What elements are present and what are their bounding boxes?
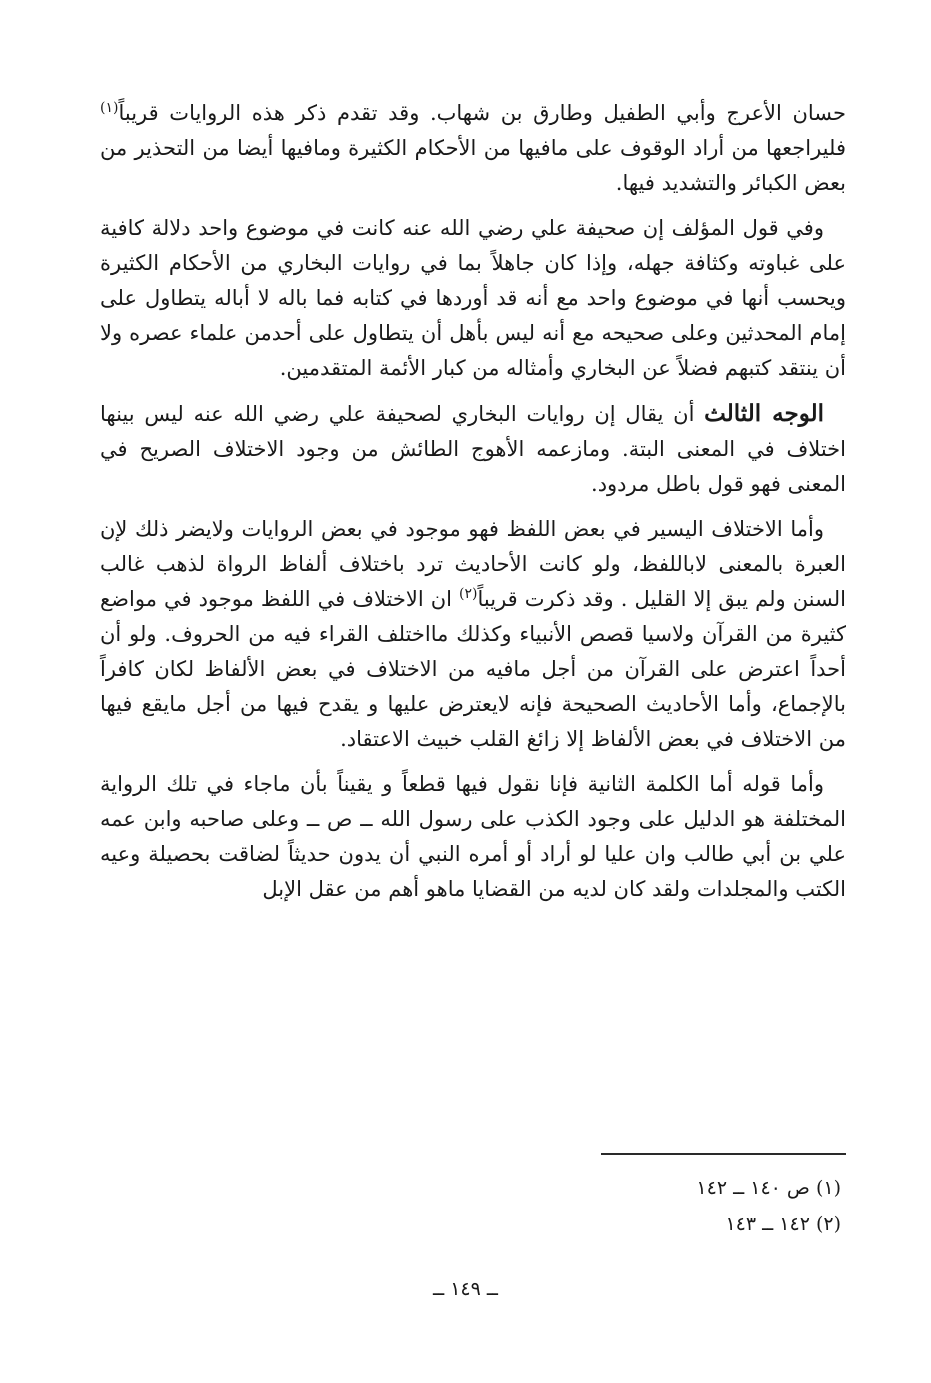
- paragraph-5: [100, 767, 846, 907]
- footnote-2: (٢) ١٤٢ ــ ١٤٣: [725, 1213, 841, 1235]
- paragraph-1-text: حسان الأعرج وأبي الطفيل وطارق بن شهاب. وقد تقدم ذكر هذه الروايات قريباً: [118, 101, 846, 125]
- footnote-ref-1[interactable]: (١): [100, 100, 119, 116]
- footnote-1: (١) ص ١٤٠ ــ ١٤٢: [696, 1177, 841, 1199]
- paragraph-4-text-continued: ان الاختلاف في اللفظ موجود في مواضع كثيرة من القرآن ولاسيا قصص الأنبياء وكذلك مااختلف القراء فيه من الحروف. ولو أن أحداً اعترض على القرآن من أجل مافيه من الاختلاف في بعض الألفاظ لكان كافراً بالإجماع، وأما الأحاديث الصحيحة فإنه لايعترض عليها و يقدح فيها من أجل مايقع فيها من الاختلاف في بعض الألفاظ إلا زائغ القلب خبيث الاعتقاد.: [100, 587, 847, 751]
- page-body: [100, 96, 846, 907]
- paragraph-2-text: وفي قول المؤلف إن صحيفة علي رضي الله عنه كانت في موضوع واحد دلالة كافية على غباوته وكثافة جهله، وإذا كان جاهلاً بما في روايات البخاري من الأحكام الكثيرة ويحسب أنها في موضوع واحد مع أنه قد أوردها في كتابه فما باله لا أباله يتطاول على إمام المحدثين وعلى صحيحه مع أنه ليس بأهل أن يتطاول على أحدمن علماء عصره ولا أن ينتقد كتبهم فضلاً عن البخاري وأمثاله من كبار الأئمة المتقدمين.: [100, 216, 846, 380]
- paragraph-1-text-continued: فليراجعها من أراد الوقوف على مافيها من الأحكام الكثيرة ومافيها أيضا من التحذير من بعض الكبائر والتشديد فيها.: [100, 136, 846, 195]
- page-number: ــ ١٤٩ ــ: [433, 1278, 498, 1300]
- section-heading: الوجه الثالث: [704, 400, 824, 427]
- paragraph-3: [100, 396, 846, 502]
- paragraph-4: [100, 512, 846, 757]
- footnote-divider: [601, 1153, 846, 1155]
- paragraph-5-text: وأما قوله أما الكلمة الثانية فإنا نقول فيها قطعاً و يقيناً بأن ماجاء في تلك الرواية المختلفة هو الدليل على وجود الكذب على رسول الله ــ ص ــ وعلى صاحبه وابن عمه علي بن أبي طالب وان عليا لو أراد أو أمره النبي أن يدون حديثاً لضاقت بحصيلة وعيه الكتب والمجلدات ولقد كان لديه من القضايا ماهو أهم من عقل الإبل: [100, 772, 846, 901]
- footnote-ref-2[interactable]: (٢): [459, 586, 478, 602]
- paragraph-3-text: أن يقال إن روايات البخاري لصحيفة علي رضي الله عنه ليس بينها اختلاف في المعنى البتة. ومازعمه الأهوج الطائش من وجود الاختلاف الصريح في المعنى فهو قول باطل مردود.: [100, 402, 846, 496]
- paragraph-1: [100, 96, 846, 201]
- footnotes: [441, 1170, 841, 1242]
- paragraph-4-text: وأما الاختلاف اليسير في بعض اللفظ فهو موجود في بعض الروايات ولايضر ذلك لإن العبرة بالمعنى لاباللفظ، ولو كانت الأحاديث ترد باختلاف ألفاظ الرواة لذهب غالب السنن ولم يبق إلا القليل . وقد ذكرت قريباً: [100, 517, 846, 611]
- paragraph-2: [100, 211, 846, 386]
